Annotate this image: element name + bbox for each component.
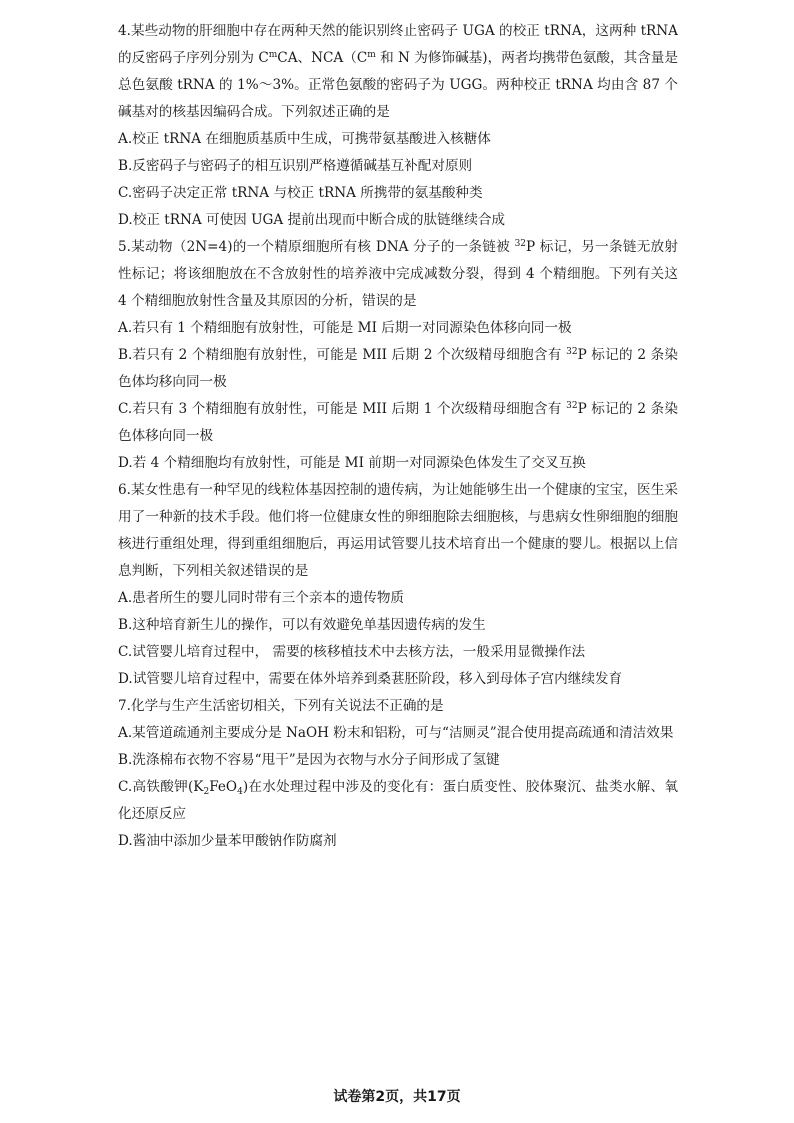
q4-stem-text-3: 和 N 为修饰碱基)，两者均携带色氨酸，其含量是总色氨酸 tRNA 的 1%～3%。正常色氨酸的密码子为 UGG。两种校正 tRNA 均由含 87 个碱基对的核基因编码合成。下列叙述正确的是 bbox=[118, 50, 678, 120]
q5-option-c-superscript: 32 bbox=[566, 401, 578, 411]
q4-option-d: D.校正 tRNA 可使因 UGA 提前出现而中断合成的肽链继续合成 bbox=[118, 212, 506, 228]
q4-option-c: C.密码子决定正常 tRNA 与校正 tRNA 所携带的氨基酸种类 bbox=[118, 185, 483, 201]
q7-option-c bbox=[118, 774, 678, 828]
q5-option-a: A.若只有 1 个精细胞有放射性，可能是 MI 后期一对同源染色体移向同一极 bbox=[118, 320, 572, 336]
q5-stem-text-2: P 标记，另一条链无放射性标记；将该细胞放在不含放射性的培养液中完成减数分裂，得到 4 个精细胞。下列有关这 4 个精细胞放射性含量及其原因的分析，错误的是 bbox=[118, 239, 679, 309]
q4-stem-text-2: CA、NCA（C bbox=[277, 50, 368, 66]
q5-option-c-text-2: P 标记的 2 条染色体移向同一极 bbox=[118, 401, 678, 444]
page-footer: 试卷第2页，共17页 bbox=[333, 1089, 461, 1105]
question-4-stem bbox=[118, 18, 678, 126]
question-5-stem bbox=[118, 234, 678, 315]
exam-content bbox=[118, 18, 678, 855]
q6-option-d: D.试管婴儿培育过程中，需要在体外培养到桑葚胚阶段，移入到母体子宫内继续发育 bbox=[118, 671, 623, 687]
q7-option-c-subscript-2: 4 bbox=[237, 787, 243, 797]
q5-option-c-text-1: C.若只有 3 个精细胞有放射性，可能是 MII 后期 1 个次级精母细胞含有 bbox=[118, 401, 567, 417]
q7-option-a: A.某管道疏通剂主要成分是 NaOH 粉末和铝粉，可与“洁厕灵”混合使用提高疏通和清洁效果 bbox=[118, 725, 674, 741]
q4-stem-text-1: 4.某些动物的肝细胞中存在两种天然的能识别终止密码子 UGA 的校正 tRNA，这两种 tRNA 的反密码子序列分别为 C bbox=[118, 23, 678, 66]
q7-option-c-text-3: )在水处理过程中涉及的变化有：蛋白质变性、胶体聚沉、盐类水解、氧化还原反应 bbox=[118, 779, 678, 822]
q5-option-b-superscript: 32 bbox=[566, 347, 578, 357]
q7-option-d: D.酱油中添加少量苯甲酸钠作防腐剂 bbox=[118, 833, 337, 849]
q5-superscript: 32 bbox=[514, 239, 527, 249]
q4-superscript-2: m bbox=[367, 50, 376, 60]
q4-superscript-1: m bbox=[268, 50, 278, 60]
q7-option-b: B.洗涤棉布衣物不容易“甩干”是因为衣物与水分子间形成了氢键 bbox=[118, 752, 500, 768]
q7-option-c-text-2: FeO bbox=[209, 779, 238, 795]
q5-option-c bbox=[118, 396, 678, 450]
q5-option-b-text-2: P 标记的 2 条染色体均移向同一极 bbox=[118, 347, 679, 390]
q5-option-d: D.若 4 个精细胞均有放射性，可能是 MI 前期一对同源染色体发生了交叉互换 bbox=[118, 455, 586, 471]
question-7-stem: 7.化学与生产生活密切相关，下列有关说法不正确的是 bbox=[118, 698, 444, 714]
q5-option-b-text-1: B.若只有 2 个精细胞有放射性，可能是 MII 后期 2 个次级精母细胞含有 bbox=[118, 347, 567, 363]
q6-option-c: C.试管婴儿培育过程中， 需要的核移植技术中去核方法，一般采用显微操作法 bbox=[118, 644, 586, 660]
q7-option-c-subscript-1: 2 bbox=[203, 787, 210, 797]
q6-option-a: A.患者所生的婴儿同时带有三个亲本的遗传物质 bbox=[118, 590, 405, 606]
q5-stem-text-1: 5.某动物（2N=4)的一个精原细胞所有核 DNA 分子的一条链被 bbox=[118, 239, 515, 255]
q6-option-b: B.这种培育新生儿的操作，可以有效避免单基因遗传病的发生 bbox=[118, 617, 486, 633]
question-6-stem: 6.某女性患有一种罕见的线粒体基因控制的遗传病，为让她能够生出一个健康的宝宝，医生采用了一种新的技术手段。他们将一位健康女性的卵细胞除去细胞核，与患病女性卵细胞的细胞核进行重组处理，得到重组细胞后，再运用试管婴儿技术培育出一个健康的婴儿。根据以上信息判断，下列相关叙述错误的是 bbox=[118, 482, 678, 579]
q4-option-a: A.校正 tRNA 在细胞质基质中生成，可携带氨基酸进入核糖体 bbox=[118, 131, 491, 147]
q7-option-c-text-1: C.高铁酸钾(K bbox=[118, 779, 204, 795]
q4-option-b: B.反密码子与密码子的相互识别严格遵循碱基互补配对原则 bbox=[118, 158, 473, 174]
q5-option-b bbox=[118, 342, 678, 396]
